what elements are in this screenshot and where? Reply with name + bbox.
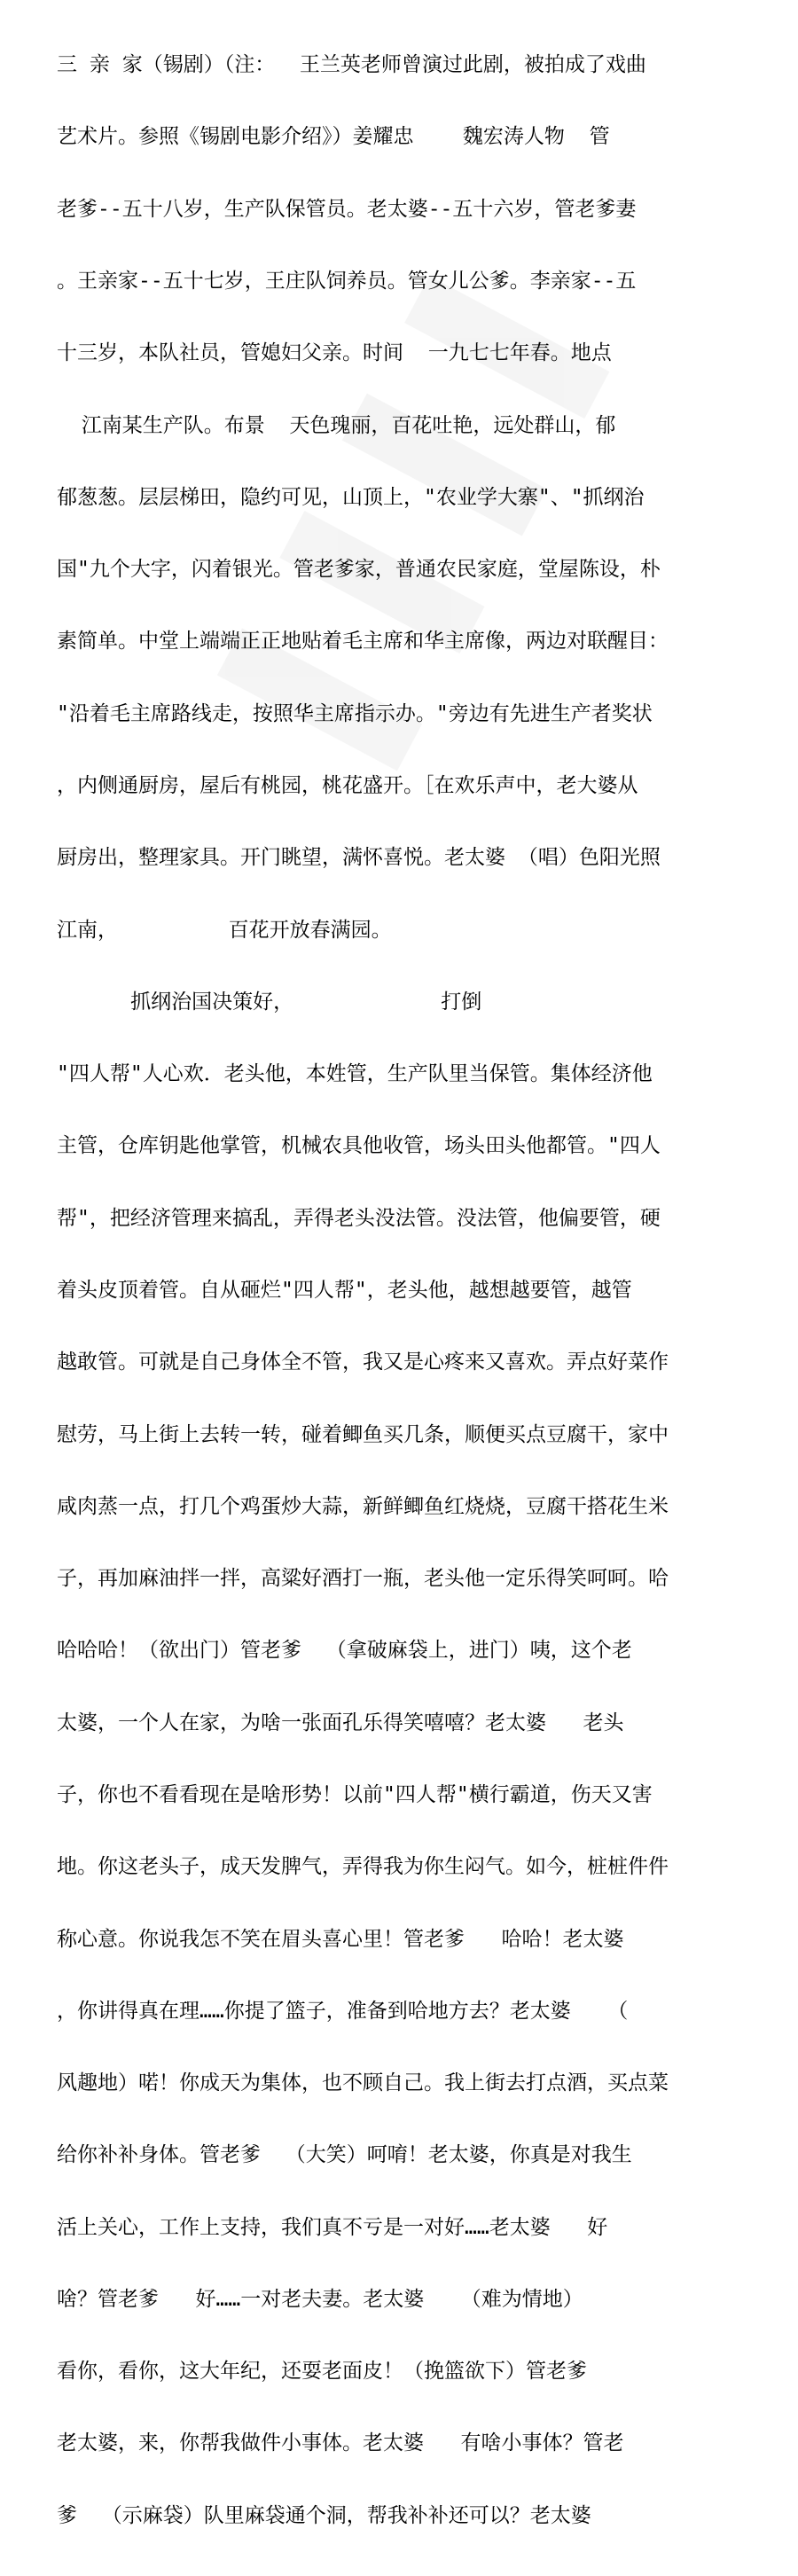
text-line: 子，再加麻油拌一拌，高粱好酒打一瓶，老头他一定乐得笑呵呵。哈 bbox=[57, 1567, 669, 1591]
text-line: "四人帮"人心欢．老头他，本姓管，生产队里当保管。集体经济他 bbox=[57, 1062, 653, 1086]
text-line: 活上关心，工作上支持，我们真不亏是一对好……老太婆 好 bbox=[57, 2215, 608, 2239]
text-line: 风趣地）喏！你成天为集体，也不顾自己。我上街去打点酒，买点菜 bbox=[57, 2071, 669, 2095]
text-line: 哈哈哈！（欲出门）管老爹 （拿破麻袋上，进门）咦，这个老 bbox=[57, 1639, 632, 1663]
text-line: 抓纲治国决策好， 打倒 bbox=[57, 990, 482, 1014]
text-line: 慰劳，马上街上去转一转，碰着鲫鱼买几条，顺便买点豆腐干，家中 bbox=[57, 1422, 669, 1446]
text-line: 越敢管。可就是自己身体全不管，我又是心疼来又喜欢。弄点好菜作 bbox=[57, 1351, 669, 1374]
text-line: 江南， 百花开放春满园。 bbox=[57, 918, 392, 942]
text-line: 老太婆，来，你帮我做件小事体。老太婆 有啥小事体？管老 bbox=[57, 2431, 624, 2455]
text-line: ，你讲得真在理……你提了篮子，准备到哈地方去？老太婆 （ bbox=[57, 1999, 629, 2023]
text-line: 子，你也不看看现在是啥形势！以前"四人帮"横行霸道，伤天又害 bbox=[57, 1782, 653, 1806]
text-line: 郁葱葱。层层梯田，隐约可见，山顶上，"农业学大寨"、"抓纲治 bbox=[57, 485, 645, 509]
text-line: 老爹--五十八岁，生产队保管员。老太婆--五十六岁，管老爹妻 bbox=[57, 197, 637, 221]
text-line: 三 亲 家（锡剧）（注： 王兰英老师曾演过此剧，被拍成了戏曲 bbox=[57, 53, 646, 77]
text-line: 帮"，把经济管理来搞乱，弄得老头没法管。没法管，他偏要管，硬 bbox=[57, 1206, 661, 1230]
text-line: 看你，看你，这大年纪，还耍老面皮！（挽篮欲下）管老爹 bbox=[57, 2360, 587, 2384]
text-line: 咸肉蒸一点，打几个鸡蛋炒大蒜，新鲜鲫鱼红烧烧，豆腐干搭花生米 bbox=[57, 1494, 669, 1518]
text-line: 爹 （示麻袋）队里麻袋通个洞，帮我补补还可以？老太婆 bbox=[57, 2503, 591, 2527]
text-line: 艺术片。参照《锡剧电影介绍》）姜耀忠 魏宏涛人物 管 bbox=[57, 125, 610, 149]
text-line: 江南某生产队。布景 天色瑰丽，百花吐艳，远处群山，郁 bbox=[57, 413, 616, 437]
text-line: 素简单。中堂上端端正正地贴着毛主席和华主席像，两边对联醒目： bbox=[57, 630, 669, 654]
document-body bbox=[57, 5, 793, 2576]
text-line: 厨房出，整理家具。开门眺望，满怀喜悦。老太婆 （唱）色阳光照 bbox=[57, 846, 661, 870]
text-line: 国"九个大字，闪着银光。管老爹家，普通农民家庭，堂屋陈设，朴 bbox=[57, 558, 661, 582]
text-line: 给你补补身体。管老爹 （大笑）呵唷！老太婆，你真是对我生 bbox=[57, 2143, 632, 2167]
text-line: 十三岁，本队社员，管媳妇父亲。时间 一九七七年春。地点 bbox=[57, 341, 612, 365]
text-line: ，内侧通厨房，屋后有桃园，桃花盛开。［在欢乐声中，老大婆从 bbox=[57, 774, 638, 797]
text-line: "沿着毛主席路线走，按照华主席指示办。"旁边有先进生产者奖状 bbox=[57, 701, 653, 725]
text-line: 地。你这老头子，成天发脾气，弄得我为你生闷气。如今，桩桩件件 bbox=[57, 1855, 669, 1879]
text-line: 啥？管老爹 好……一对老夫妻。老太婆 （难为情地） bbox=[57, 2287, 583, 2311]
text-line: 着头皮顶着管。自从砸烂"四人帮"，老头他，越想越要管，越管 bbox=[57, 1278, 632, 1302]
text-line: 。王亲家--五十七岁，王庄队饲养员。管女儿公爹。李亲家--五 bbox=[57, 270, 637, 294]
text-line: 太婆，一个人在家，为啥一张面孔乐得笑嘻嘻？老太婆 老头 bbox=[57, 1711, 624, 1734]
text-line: 称心意。你说我怎不笑在眉头喜心里！管老爹 哈哈！老太婆 bbox=[57, 1927, 624, 1951]
text-line: 主管，仓库钥匙他掌管，机械农具他收管，场头田头他都管。"四人 bbox=[57, 1134, 661, 1158]
